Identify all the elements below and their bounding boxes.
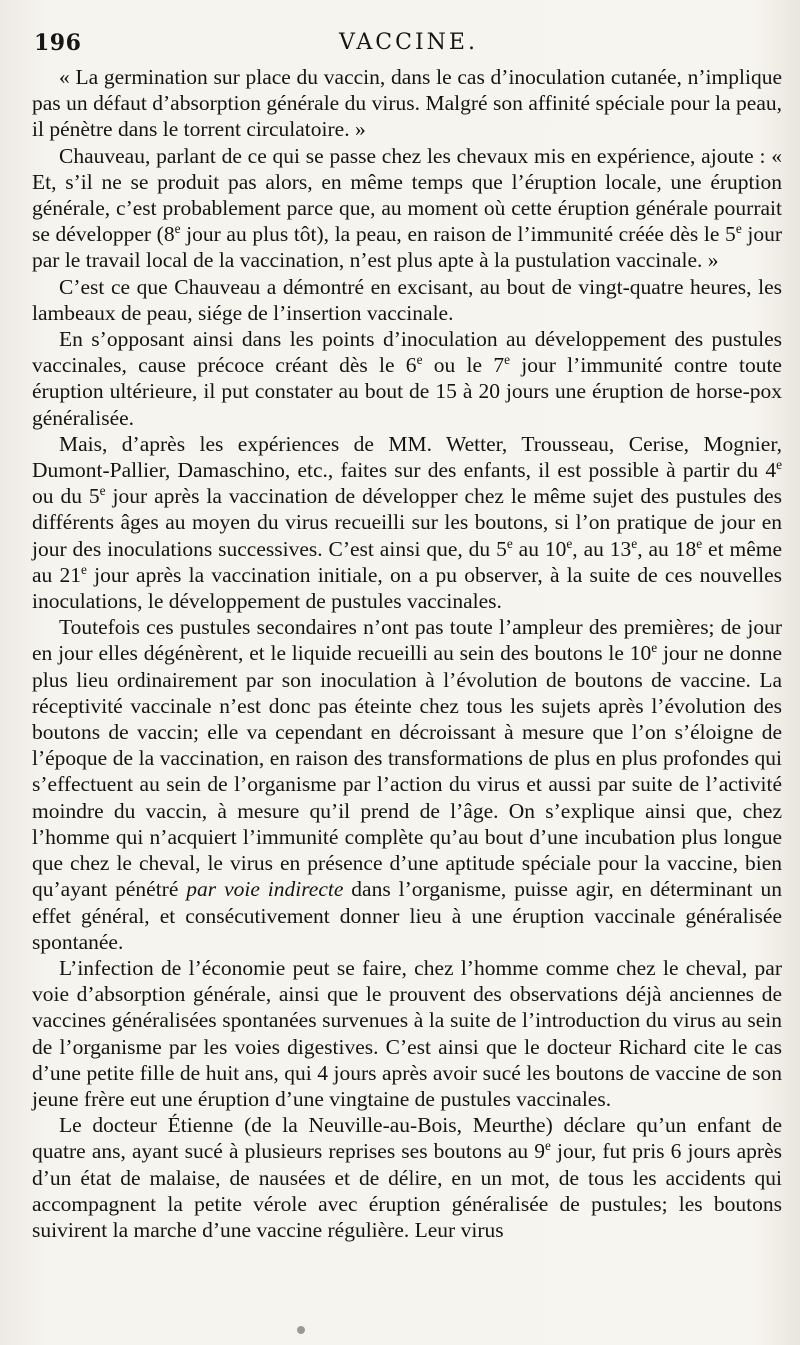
text-span: ou du 5 xyxy=(32,484,100,509)
paragraph xyxy=(32,64,782,143)
superscript: e xyxy=(504,352,510,368)
superscript: e xyxy=(696,535,703,551)
superscript: e xyxy=(174,221,181,237)
text-span: , au 13 xyxy=(572,536,632,561)
text-span: au 10 xyxy=(512,536,567,561)
superscript: e xyxy=(566,535,573,551)
text-span: Chauveau, parlant de ce qui se passe chez les chevaux mis en expérience, ajoute : « Et, s’il ne se produit pas alors, en même temps que l’éruption locale, une éruption générale, c’est probablement parce que, au moment où cette éruption générale pourrait se développer (8 xyxy=(32,143,782,247)
text-span: Toutefois ces pustules secondaires n’ont pas toute l’ampleur des premières; de jour en jour elles dégénèrent, et le liquide recueilli au sein des boutons le 10 xyxy=(32,615,782,666)
superscript: e xyxy=(651,640,658,656)
superscript: e xyxy=(735,221,742,237)
superscript: e xyxy=(631,535,638,551)
superscript: e xyxy=(416,352,423,368)
paragraph xyxy=(32,955,782,1112)
text-span: et même au 21 xyxy=(32,536,783,587)
superscript: e xyxy=(506,535,513,551)
text-span: jour par le travail local de la vaccination, n’est plus apte à la pustulation vaccinale. » xyxy=(32,222,783,273)
running-title: VACCINE. xyxy=(339,30,478,55)
text-span: En s’opposant ainsi dans les points d’inoculation au développement des pustules vaccinales, cause précoce créant dès le 6 xyxy=(32,327,782,378)
text-span: L’infection de l’économie peut se faire, chez l’homme comme chez le cheval, par voie d’absorption générale, ainsi que le prouvent des observations déjà anciennes de vaccines généralisées spontanées survenues à la suite de l’introduction du virus au sein de l’organisme par les voies digestives. C’est ainsi que le docteur Richard cite le cas d’une petite fille de huit ans, qui 4 jours après avoir sucé les boutons de vaccine de son jeune frère eut une éruption d’une vingtaine de pustules vaccinales. xyxy=(32,955,782,1111)
text-span: jour, fut pris 6 jours après d’un état de malaise, de nausées et de délire, en un mot, de tous les accidents qui accompagnent la petite vérole avec éruption généralisée de pustules; les boutons suivirent la marche d’une vaccine régulière. Leur virus xyxy=(32,1139,782,1242)
superscript: e xyxy=(81,561,87,577)
text-span: ou le 7 xyxy=(422,353,505,378)
italic-text: par voie indirecte xyxy=(186,877,344,902)
text-span: « La germination sur place du vaccin, dans le cas d’inoculation cutanée, n’implique pas un défaut d’absorption générale du virus. Malgré son affinité spéciale pour la peau, il pénètre dans le torrent circulatoire. » xyxy=(32,65,782,142)
paragraph xyxy=(32,326,782,431)
paragraph xyxy=(32,431,782,614)
paragraph xyxy=(32,614,782,955)
ink-dot xyxy=(297,1326,305,1334)
text-span: dans l’organisme, puisse agir, en déterminant un effet général, et consécutivement donner lieu à une éruption vaccinale généralisée spontanée. xyxy=(32,877,782,954)
text-span: C’est ce que Chauveau a démontré en excisant, au bout de vingt-quatre heures, les lambeaux de peau, siége de l’insertion vaccinale. xyxy=(32,274,782,325)
text-span: Le docteur Étienne (de la Neuville-au-Bois, Meurthe) déclare qu’un enfant de quatre ans, ayant sucé à plusieurs reprises ses boutons au 9 xyxy=(32,1113,782,1164)
text-span: jour l’immunité contre toute éruption ultérieure, il put constater au bout de 15 à 20 jours une éruption de horse-pox généralisée. xyxy=(32,353,782,430)
superscript: e xyxy=(545,1138,551,1154)
text-span: jour après la vaccination initiale, on a pu observer, à la suite de ces nouvelles inoculations, le développement de pustules vaccinales. xyxy=(32,562,782,614)
text-span: jour ne donne plus lieu ordinairement par son inoculation à l’évolution de boutons de vaccine. La réceptivité vaccinale n’est donc pas éteinte chez tous les sujets après l’évolution des boutons de vaccin; elle va cependant en décroissant à mesure que l’on s’éloigne de l’époque de la vaccination, en raison des transformations de plus en plus profondes qui s’effectuent au sein de l’organisme par l’action du virus et aussi par suite de l’activité moindre du vaccin, à mesure qu’il prend de l’âge. On s’explique ainsi que, chez l’homme qui n’acquiert l’immunité complète qu’au bout d’une incubation plus longue que chez le cheval, le virus en présence d’une aptitude spéciale pour la vaccine, bien qu’ayant pénétré xyxy=(32,641,783,902)
running-head xyxy=(34,30,782,60)
page-number: 196 xyxy=(34,30,82,56)
text-span: Mais, d’après les expériences de MM. Wetter, Trousseau, Cerise, Mognier, Dumont-Pallier, Damaschino, etc., faites sur des enfants, il est possible à partir du 4 xyxy=(32,431,782,483)
superscript: e xyxy=(99,483,106,499)
body-text xyxy=(32,64,782,1243)
text-span: jour après la vaccination de développer chez le même sujet des pustules des différents âges au moyen du virus recueilli sur les boutons, si l’on pratique de jour en jour des inoculations successives. C’est ainsi que, du 5 xyxy=(32,484,783,561)
superscript: e xyxy=(776,456,782,472)
text-span: , au 18 xyxy=(637,536,697,561)
paragraph xyxy=(32,1112,782,1243)
paragraph xyxy=(32,143,782,274)
text-span: jour au plus tôt), la peau, en raison de l’immunité créée dès le 5 xyxy=(180,222,736,247)
paragraph xyxy=(32,274,782,326)
